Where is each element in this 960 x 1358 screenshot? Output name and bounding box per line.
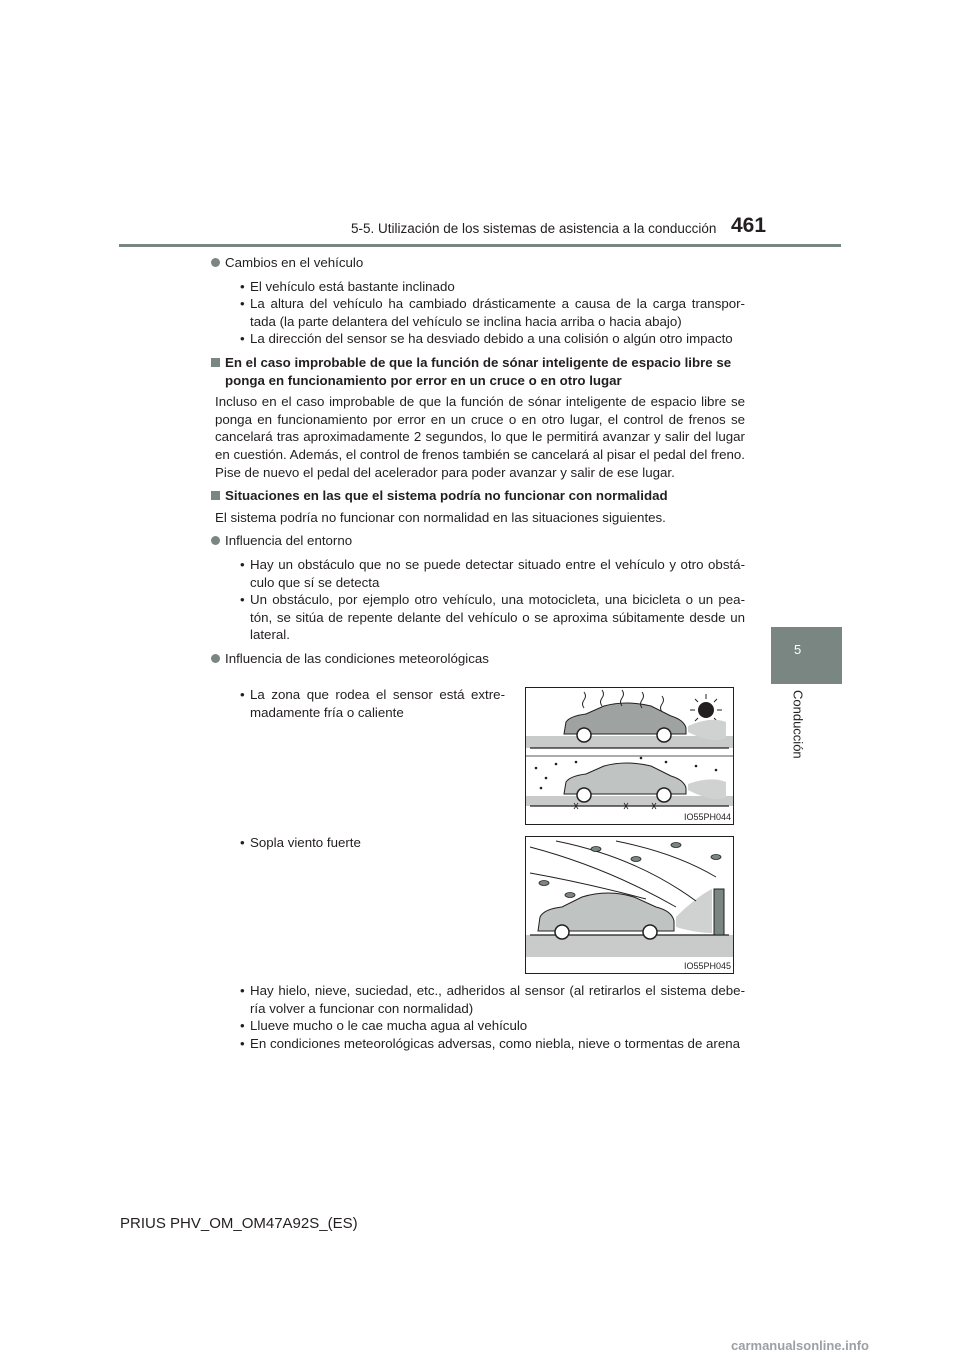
chapter-label: Conducción <box>790 690 806 759</box>
square-bullet-icon <box>211 491 220 500</box>
section-header: 5-5. Utilización de los sistemas de asistencia a la conducción <box>351 221 717 236</box>
figure-temperature <box>525 687 734 825</box>
section-heading-malfunction: En el caso improbable de que la función de sónar inteligente de espacio libre se ponga en funcionamiento por error en un cruce o en otro lugar <box>200 354 745 389</box>
weather-bullets <box>200 982 745 1052</box>
list-item: • Sopla viento fuerte <box>240 835 361 850</box>
section-body-malfunction: Incluso en el caso improbable de que la función de sónar inteligente de espacio libre se ponga en funcionamiento por error en un cruce o en otro lugar, el control de frenos se cancelará tras aproximadamente 2 segundos, lo que le permitirá avanzar y salir del lugar en cuestión. Además, el control de frenos también se cancelará al pisar el pedal del freno. Pise de nuevo el pedal del acelerador para poder avanzar y salir de ese lugar. <box>215 394 745 480</box>
list-item: • Hay hielo, nieve, suciedad, etc., adheridos al sensor (al retirarlos el sistema debe-ría volver a funcionar con normalidad) <box>240 983 745 1016</box>
item-vehicle-changes: Cambios en el vehículo <box>200 254 745 272</box>
figure-code: IO55PH045 <box>684 961 732 971</box>
circle-bullet-icon <box>211 258 220 267</box>
circle-bullet-icon <box>211 536 220 545</box>
list-item: • La altura del vehículo ha cambiado drásticamente a causa de la carga transpor-tada (la parte delantera del vehículo se inclina hacia arriba o hacia abajo) <box>240 296 745 329</box>
list-item: • La zona que rodea el sensor está extre-madamente fría o caliente <box>240 687 505 720</box>
list-item: • La dirección del sensor se ha desviado debido a una colisión o algún otro impacto <box>240 331 733 347</box>
chapter-tab-number: 5 <box>794 642 802 657</box>
figure-wind <box>525 836 734 974</box>
circle-bullet-icon <box>211 654 220 663</box>
list-item: • En condiciones meteorológicas adversas, como niebla, nieve o tormentas de arena <box>240 1035 741 1051</box>
item-environment: Influencia del entorno <box>200 532 745 550</box>
square-bullet-icon <box>211 358 220 367</box>
list-item: • Hay un obstáculo que no se puede detectar situado entre el vehículo y otro obstá-culo que sí se detecta <box>240 556 745 590</box>
page-number: 461 <box>731 214 767 237</box>
watermark: carmanualsonline.info <box>731 1338 869 1353</box>
section-body-abnormal: El sistema podría no funcionar con normalidad en las situaciones siguientes. <box>215 509 666 525</box>
list-item: • Un obstáculo, por ejemplo otro vehículo, una motocicleta, una bicicleta o un pea-tón, se sitúa de repente delante del vehículo o se aproxima súbitamente desde un lateral. <box>240 592 745 643</box>
item-weather: Influencia de las condiciones meteorológicas <box>200 650 745 668</box>
section-heading-abnormal: Situaciones en las que el sistema podría no funcionar con normalidad <box>200 487 745 505</box>
chapter-tab[interactable] <box>771 627 842 684</box>
main-content <box>200 254 745 667</box>
list-item: • Llueve mucho o le cae mucha agua al vehículo <box>240 1018 528 1034</box>
header-divider <box>119 244 841 247</box>
document-code: PRIUS PHV_OM_OM47A92S_(ES) <box>120 1215 358 1232</box>
list-item: • El vehículo está bastante inclinado <box>240 278 455 294</box>
figure-code: IO55PH044 <box>684 812 732 822</box>
